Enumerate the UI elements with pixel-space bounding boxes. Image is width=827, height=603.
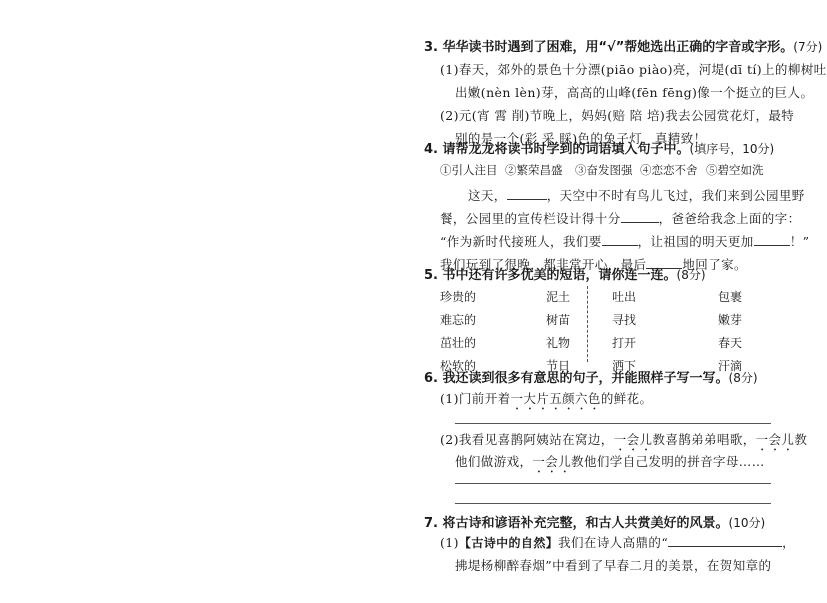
question-6-points: (8分) [728, 371, 758, 385]
q3-line-3: (2)元(宵 霄 削)节晚上，妈妈(赔 陪 培)我去公园赏花灯，最特 [440, 108, 795, 123]
answer-blank-3[interactable] [602, 233, 638, 246]
question-6-text: 6. 我还读到很多有意思的句子，并能照样子写一写。 [424, 371, 729, 386]
match-right-a-4[interactable]: 洒下 [612, 359, 637, 373]
match-right-b-4[interactable]: 汗滴 [718, 359, 743, 373]
q4-text: 餐，公园里的宣传栏设计得十分 [440, 211, 621, 226]
q6-text: 他们做游戏， [455, 454, 533, 469]
answer-line-1[interactable] [455, 423, 771, 424]
match-left-a-2[interactable]: 难忘的 [440, 313, 477, 327]
column-divider [587, 286, 588, 362]
q4-text: 我们玩到了很晚，都非常开心，最后 [440, 257, 647, 272]
match-left-b-3[interactable]: 礼物 [546, 336, 571, 350]
match-left-a-4[interactable]: 松软的 [440, 359, 477, 373]
question-4-points: (填序号，10分) [689, 142, 775, 156]
question-6-title [424, 367, 758, 386]
q6-emphasis: 五颜六色 [549, 391, 601, 406]
q6-example-1 [440, 389, 652, 413]
question-7-points: (10分) [728, 516, 766, 530]
q6-text: 教喜鹊弟弟唱歌， [652, 432, 756, 447]
question-5-text: 5. 书中还有许多优美的短语，请你连一连。 [424, 268, 677, 283]
q4-text: ，爸爸给我念上面的字： [658, 211, 801, 226]
q7-text: ， [782, 535, 796, 550]
answer-blank-2[interactable] [621, 210, 659, 223]
match-right-a-3[interactable]: 打开 [612, 336, 637, 350]
q4-paragraph-line-3 [440, 232, 809, 250]
match-left-b-2[interactable]: 树苗 [546, 313, 571, 327]
q6-emphasis: 一会儿 [613, 432, 653, 447]
answer-blank-1[interactable] [507, 187, 547, 200]
poem-blank[interactable] [668, 534, 782, 547]
q4-text: ！” [789, 234, 810, 249]
match-left-b-4[interactable]: 节日 [546, 359, 571, 373]
question-7-text: 7. 将古诗和谚语补充完整，和古人共赏美好的风景。 [424, 516, 729, 531]
q4-paragraph-line-2 [440, 209, 801, 227]
q6-text: 教他们学自己发明的拼音字母…… [571, 454, 765, 469]
question-4-title [424, 138, 774, 157]
word-option-4: ④恋恋不舍 [640, 163, 698, 177]
q7-line-2: 拂堤杨柳醉春烟”中看到了早春二月的美景，在贺知章的 [455, 558, 772, 573]
question-5-title [424, 264, 706, 283]
q7-line-1 [440, 533, 795, 551]
answer-line-3[interactable] [455, 503, 771, 504]
question-7-title [424, 512, 765, 531]
q4-text: ，让祖国的明天更加 [637, 234, 754, 249]
question-4-text: 4. 请帮龙龙将读书时学到的词语填入句子中。 [424, 142, 690, 157]
q6-text: 教 [794, 432, 808, 447]
q7-text: 我们在诗人高鼎的“ [558, 535, 669, 550]
q6-emphasis: 一大片 [510, 391, 550, 406]
q6-text: 的鲜花。 [600, 391, 653, 406]
q6-text: (1)门前开着 [440, 391, 511, 406]
q6-example-2-line-2 [455, 452, 765, 476]
q4-text: 地回了家。 [682, 257, 747, 272]
question-3-text: 3. 华华读书时遇到了困难，用“√”帮她选出正确的字音或字形。 [424, 40, 794, 55]
q4-text: “作为新时代接班人，我们要 [440, 234, 602, 249]
q6-example-2-line-1 [440, 430, 807, 454]
q6-emphasis: 一会儿 [755, 432, 795, 447]
match-right-a-2[interactable]: 寻找 [612, 313, 637, 327]
q6-emphasis: 一会儿 [532, 454, 572, 469]
answer-blank-4[interactable] [754, 233, 790, 246]
q3-line-1: (1)春天，郊外的景色十分漂(piāo piào)亮，河堤(dī tí)上的柳树吐 [440, 62, 827, 77]
match-right-b-2[interactable]: 嫩芽 [718, 313, 743, 327]
match-left-b-1[interactable]: 泥土 [546, 290, 571, 304]
match-right-a-1[interactable]: 吐出 [612, 290, 637, 304]
match-right-b-3[interactable]: 春天 [718, 336, 743, 350]
word-option-1: ①引人注目 [440, 163, 498, 177]
match-left-a-3[interactable]: 茁壮的 [440, 336, 477, 350]
word-option-2: ②繁荣昌盛 [505, 163, 563, 177]
q6-text: (2)我看见喜鹊阿姨站在窝边， [440, 432, 614, 447]
question-3-title [424, 36, 822, 55]
q3-line-4: 别的是一个(彩 采 睬)色的兔子灯，真精致！ [455, 131, 707, 146]
q4-text: ，天空中不时有鸟儿飞过，我们来到公园里野 [546, 188, 805, 203]
match-right-b-1[interactable]: 包裹 [718, 290, 743, 304]
match-left-a-1[interactable]: 珍贵的 [440, 290, 477, 304]
q4-text: 这天， [468, 188, 507, 203]
q4-paragraph-line-1 [468, 186, 805, 204]
q3-line-2: 出嫩(nèn lèn)芽，高高的山峰(fēn fēng)像一个挺立的巨人。 [455, 85, 814, 100]
q7-text: (1) [440, 535, 459, 550]
question-3-points: (7分) [793, 40, 823, 54]
question-5-points: (8分) [676, 268, 706, 282]
section-label: 【古诗中的自然】 [458, 536, 559, 550]
word-option-5: ⑤碧空如洗 [706, 163, 764, 177]
answer-line-2[interactable] [455, 483, 771, 484]
word-option-3: ③奋发图强 [575, 163, 633, 177]
